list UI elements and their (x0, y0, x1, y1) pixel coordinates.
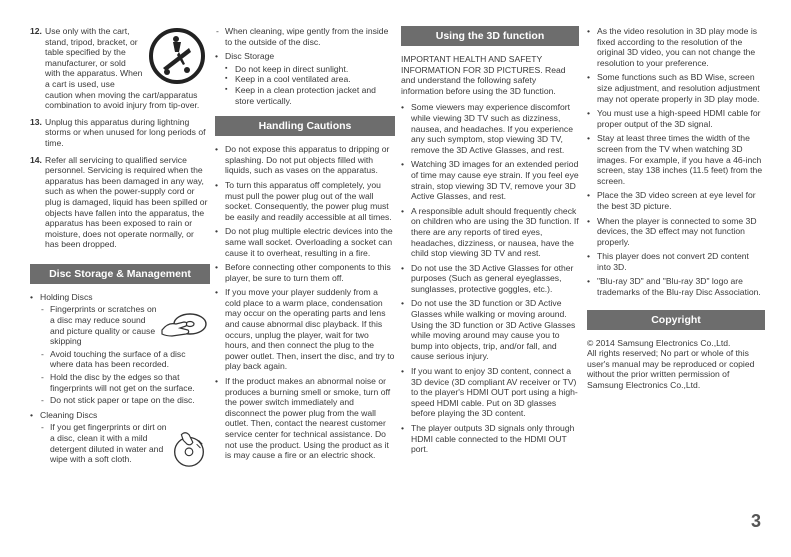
3d-item: • Do not use the 3D Active Glasses for other purposes (Such as general eyeglasses, sunglasses, protective goggles, etc.). (401, 263, 579, 295)
cleaning-discs-title: Cleaning Discs (40, 409, 98, 420)
holding-subitem (40, 304, 210, 346)
holding-discs-item (30, 292, 210, 406)
handling-item: • If the product makes an abnormal noise or produces a burning smell or smoke, turn off the power switch immediately and disconnect the power plug from the wall outlet. Then, contact the nearest customer service center for technical assistance. Do not use the product. Using the product as it is may cause a fire or an electric shock. (215, 376, 395, 461)
copyright-line: © 2014 Samsung Electronics Co.,Ltd. (587, 337, 731, 348)
cleaning-disc-icon (168, 426, 210, 470)
3d-item: • As the video resolution in 3D play mode is fixed according to the resolution of the original 3D video, you can not change the resolution to your preference. (587, 26, 765, 68)
handling-cautions-header: Handling Cautions (215, 116, 395, 136)
holding-discs-title: Holding Discs (40, 291, 93, 302)
3d-item: • If you want to enjoy 3D content, connect a 3D device (3D compliant AV receiver or TV) to the player's HDMI OUT port using a high-speed HDMI cable. Put on 3D glasses before playing the 3D content. (401, 366, 579, 419)
item-text: Refer all servicing to qualified service personnel. Servicing is required when the apparatus has been damaged in any way, such as when the power-supply cord or plug is damaged, liquid has been spilled or objects have fallen into the apparatus, the apparatus has been exposed to rain or moisture, does not operate normally, or has been dropped. (45, 154, 208, 250)
item-text: Unplug this apparatus during lightning storms or when unused for long periods of time. (45, 116, 206, 148)
cleaning-subitem (40, 422, 210, 470)
item-number: 12. (30, 26, 42, 36)
3d-list (401, 102, 579, 454)
safety-item-12 (30, 26, 210, 111)
3d-item: • Some viewers may experience discomfort while viewing 3D TV such as dizziness, nausea, and headaches. If you experience any such symptom, stop viewing 3D TV, remove the 3D Active Glasses, and rest. (401, 102, 579, 155)
hand-holding-disc-icon (158, 306, 210, 342)
handling-item: • Before connecting other components to this player, be sure to turn them off. (215, 262, 395, 283)
3d-item: • Place the 3D video screen at eye level for the best 3D picture. (587, 190, 765, 211)
3d-item: • Stay at least three times the width of the screen from the TV when watching 3D images. For example, if you have a 46-inch screen, stay 138 inches (11.5 feet) from the screen. (587, 133, 765, 186)
safety-item-14 (30, 155, 210, 250)
column-4 (587, 26, 765, 391)
3d-item: • When the player is connected to some 3D devices, the 3D effect may not function properly. (587, 216, 765, 248)
disc-storage-list (215, 51, 395, 106)
handling-item: • Do not plug multiple electric devices into the same wall socket. Overloading a socket can cause it to overheat, resulting in a fire. (215, 226, 395, 258)
handling-item: • If you move your player suddenly from a cold place to a warm place, condensation may occur on the operating parts and lens and cause abnormal disc playback. If this occurs, unplug the player, wait for two hours, and then connect the plug to the power outlet. Then, insert the disc, and try to play back again. (215, 287, 395, 372)
3d-item: • "Blu-ray 3D" and "Blu-ray 3D" logo are trademarks of the Blu-ray Disc Association. (587, 276, 765, 297)
storage-subitem: ▪ Keep in a cool ventilated area. (225, 74, 395, 85)
item-number: 14. (30, 154, 42, 165)
3d-intro: IMPORTANT HEALTH AND SAFETY INFORMATION FOR 3D PICTURES. Read and understand the following safety information before using the 3D function. (401, 54, 566, 96)
disc-storage-item (215, 51, 395, 106)
cleaning-discs-item (30, 410, 210, 471)
3d-item: • This player does not convert 2D content into 3D. (587, 251, 765, 272)
copyright-header: Copyright (587, 310, 765, 330)
holding-subitem: - Avoid touching the surface of a disc where data has been recorded. (40, 349, 210, 370)
column-2 (215, 26, 395, 465)
subitem-text: - Fingerprints or scratches on a disc may reduce sound and picture quality or cause skipping (50, 304, 157, 347)
3d-item: • The player outputs 3D signals only through HDMI cable connected to the HDMI OUT port. (401, 423, 579, 455)
3d-item: • Watching 3D images for an extended period of time may cause eye strain. If you feel eye strain, stop viewing 3D TV, remove your 3D Active Glasses, and rest. (401, 159, 579, 201)
3d-function-header: Using the 3D function (401, 26, 579, 46)
handling-item: • To turn this apparatus off completely, you must pull the power plug out of the wall socket. Consequently, the power plug must be easily and readily accessible at all times. (215, 180, 395, 222)
holding-subitem: - Hold the disc by the edges so that fingerprints will not get on the surface. (40, 372, 210, 393)
handling-list (215, 144, 395, 461)
cart-tip-over-warning-icon (149, 28, 205, 84)
3d-item: • Some functions such as BD Wise, screen size adjustment, and resolution adjustment may not operate properly in 3D play mode. (587, 72, 765, 104)
holding-subitem: - Do not stick paper or tape on the disc. (40, 395, 210, 406)
3d-item: • You must use a high-speed HDMI cable for proper output of the 3D signal. (587, 108, 765, 129)
disc-list (30, 292, 210, 471)
3d-item: • A responsible adult should frequently check on children who are using the 3D function. If there are any reports of tired eyes, headaches, dizziness, or nausea, have the child stop viewing 3D TV and rest. (401, 206, 579, 259)
storage-subitem: ▪ Do not keep in direct sunlight. (225, 64, 395, 75)
item-text-continued: caution when moving the cart/apparatus combination to avoid injury from tip-over. (45, 89, 200, 111)
disc-storage-header: Disc Storage & Management (30, 264, 210, 284)
item-text: Use only with the cart, stand, tripod, bracket, or table specified by the manufacturer, or sold with the apparatus. When a cart is used, use (45, 26, 143, 89)
disc-storage-title: Disc Storage (225, 51, 275, 62)
3d-item: • Do not use the 3D function or 3D Active Glasses while walking or moving around. Using the 3D function or 3D Active Glasses while moving around may cause you to bump into objects, trip, and/or fall, and cause serious injury. (401, 298, 579, 362)
subitem-text: - If you get fingerprints or dirt on a disc, clean it with a mild detergent diluted in water and wipe with a soft cloth. (50, 422, 167, 465)
page-number: 3 (751, 511, 762, 531)
storage-subitem: ▪ Keep in a clean protection jacket and store vertically. (225, 85, 395, 106)
wipe-instruction: - When cleaning, wipe gently from the inside to the outside of the disc. (215, 26, 395, 47)
item-number: 13. (30, 116, 42, 127)
column-3 (401, 26, 579, 459)
column-1 (30, 26, 210, 474)
safety-item-13 (30, 117, 210, 149)
copyright-text: All rights reserved; No part or whole of this user's manual may be reproduced or copied without the prior written permission of Samsung Electronics Co.,Ltd. (587, 348, 755, 391)
3d-list-continued (587, 26, 765, 298)
handling-item: • Do not expose this apparatus to dripping or splashing. Do not put objects filled with liquids, such as vases on the apparatus. (215, 144, 395, 176)
